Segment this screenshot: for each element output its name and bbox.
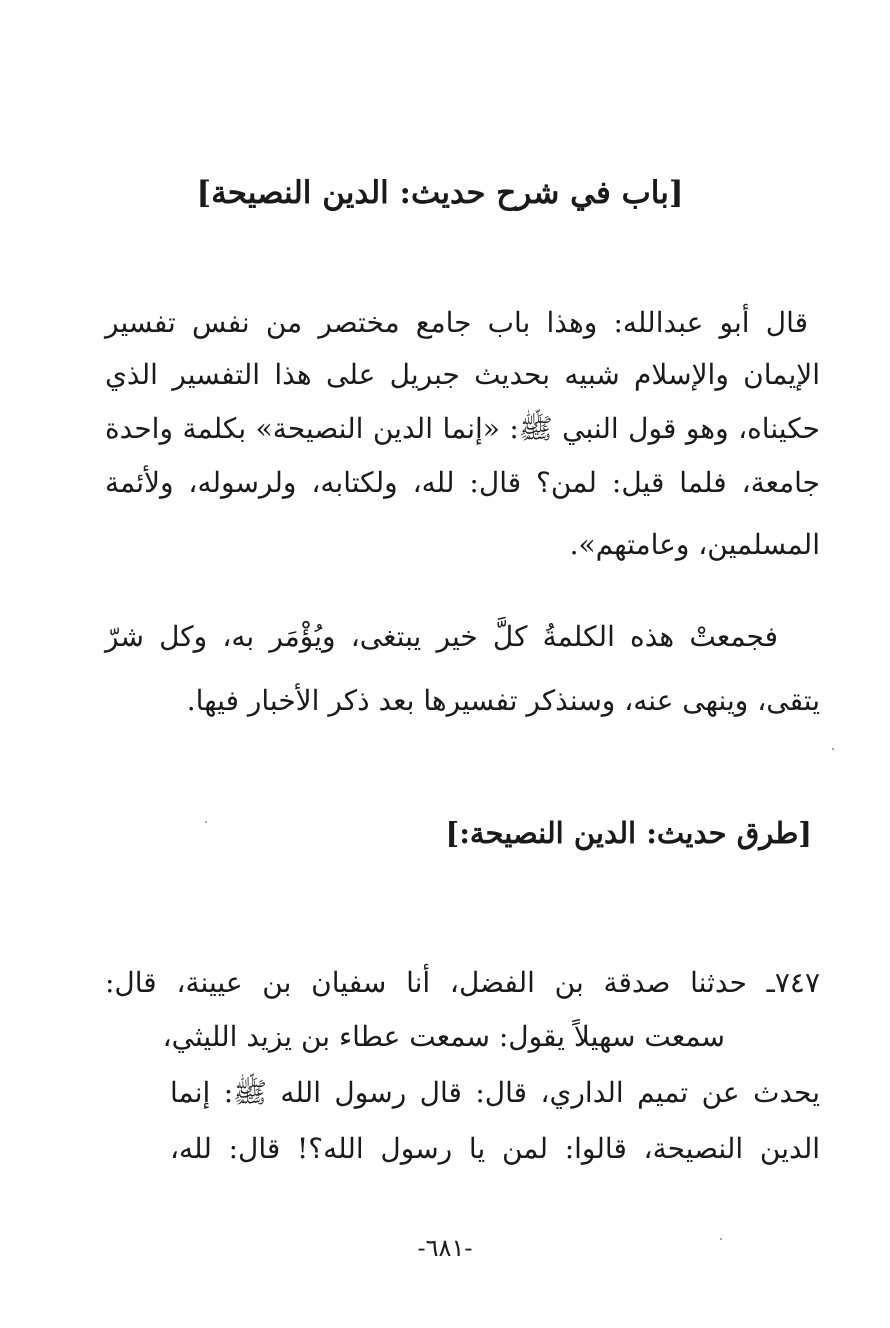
subheading: [طرق حديث: الدين النصيحة:] xyxy=(445,816,812,850)
paragraph-line: يتقى، وينهى عنه، وسنذكر تفسيرها بعد ذكر الأخبار فيها. xyxy=(186,684,820,717)
paragraph-line: قال أبو عبدالله: وهذا باب جامع مختصر من نفس تفسير xyxy=(105,306,808,339)
scan-speck xyxy=(205,821,207,823)
paragraph-line: الإيمان والإسلام شبيه بحديث جبريل على هذا التفسير الذي xyxy=(105,358,820,391)
scan-speck xyxy=(832,748,834,750)
scan-speck xyxy=(720,1238,722,1240)
hadith-line: الدين النصيحة، قالوا: لمن يا رسول الله؟! قال: لله، xyxy=(170,1132,820,1165)
hadith-line: يحدث عن تميم الداري، قال: قال رسول الله ﷺ: إنما xyxy=(170,1076,820,1109)
paragraph-line: فجمعتْ هذه الكلمةُ كلَّ خير يبتغى، ويُؤْمَر به، وكل شرّ xyxy=(105,620,778,653)
hadith-line: سمعت سهيلاً يقول: سمعت عطاء بن يزيد الليثي، xyxy=(162,1020,725,1053)
paragraph-line: حكيناه، وهو قول النبي ﷺ: «إنما الدين النصيحة» بكلمة واحدة xyxy=(105,412,820,445)
hadith-line: ٧٤٧ـ حدثنا صدقة بن الفضل، أنا سفيان بن عيينة، قال: xyxy=(105,966,820,999)
section-title: [باب في شرح حديث: الدين النصيحة] xyxy=(196,175,684,211)
page-number: -٦٨١- xyxy=(417,1234,473,1262)
paragraph-line: المسلمين، وعامتهم». xyxy=(569,528,820,561)
paragraph-line: جامعة، فلما قيل: لمن؟ قال: لله، ولكتابه، ولرسوله، ولأئمة xyxy=(105,466,820,499)
